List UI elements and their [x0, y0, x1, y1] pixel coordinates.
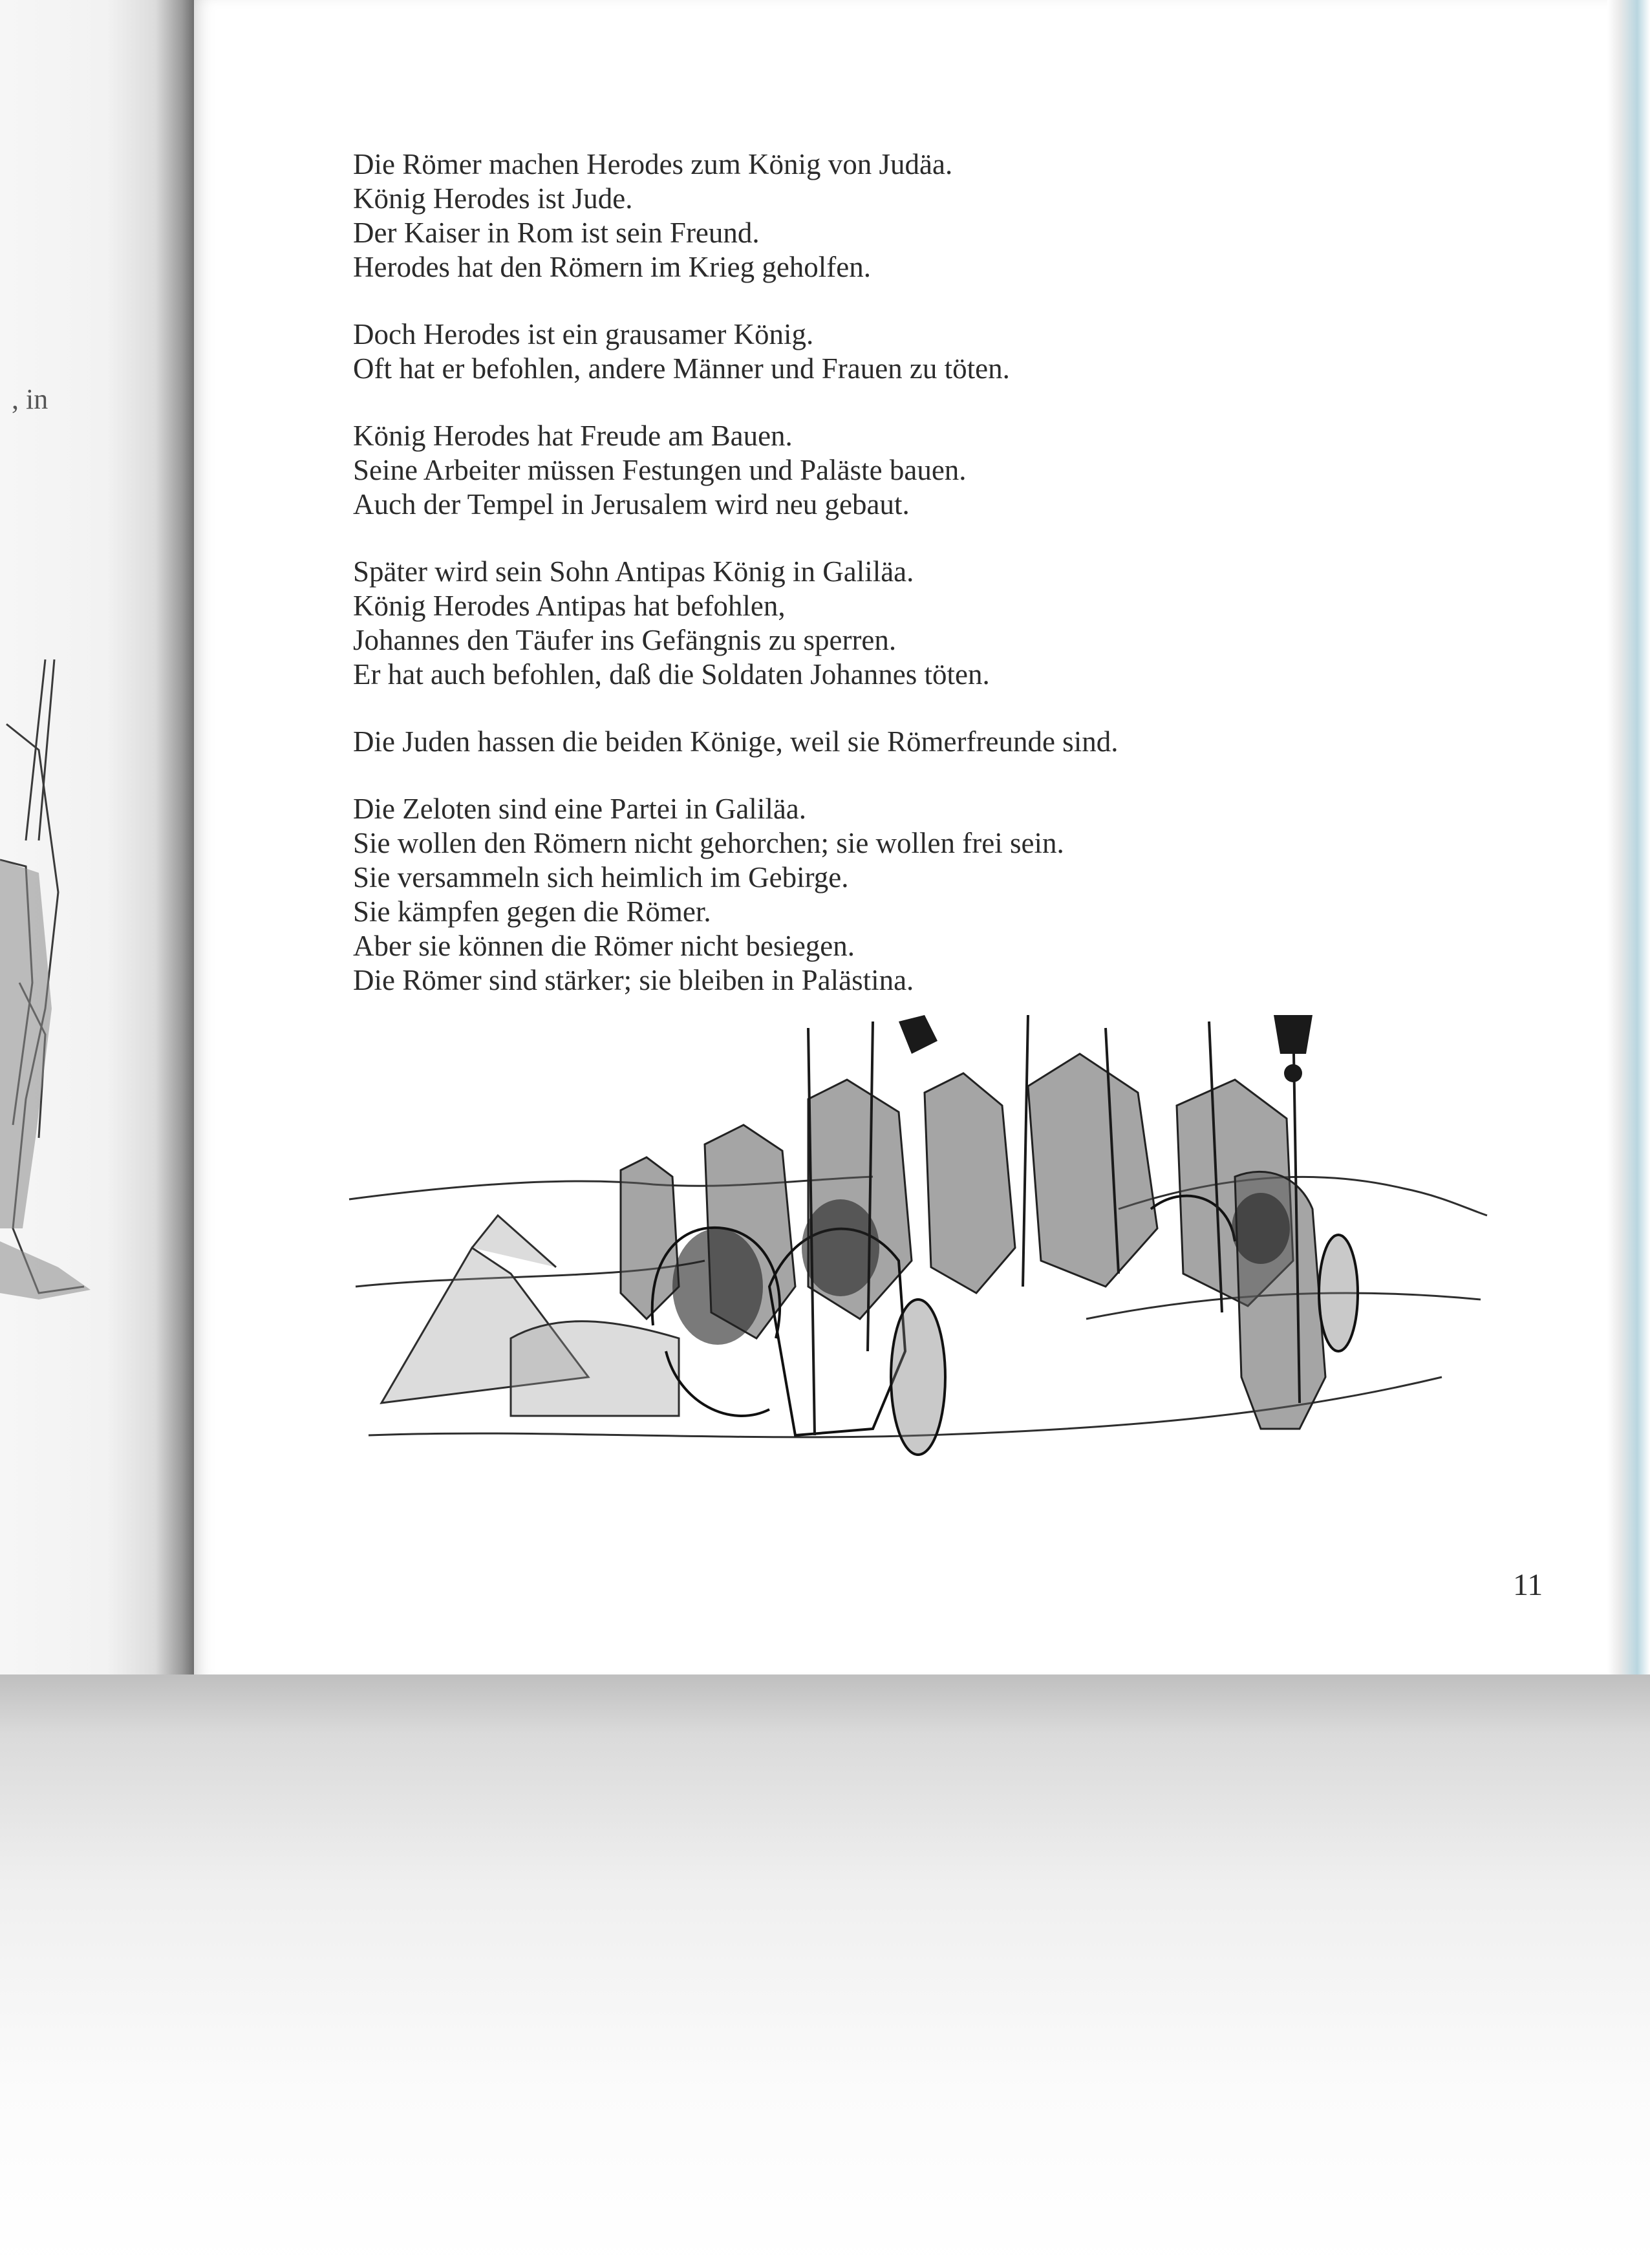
text-line: Seine Arbeiter müssen Festungen und Paläste bauen.	[353, 454, 967, 486]
left-page-illustration-fragment	[0, 647, 103, 1371]
text-line: König Herodes hat Freude am Bauen.	[353, 420, 793, 452]
text-line: Die Zeloten sind eine Partei in Galiläa.	[353, 793, 807, 825]
text-line: Die Römer sind stärker; sie bleiben in Palästina.	[353, 964, 914, 996]
paragraph	[353, 555, 1452, 692]
left-facing-page	[0, 0, 194, 1674]
scanner-background	[0, 1674, 1650, 2268]
paragraph	[353, 419, 1452, 522]
text-line: Oft hat er befohlen, andere Männer und Frauen zu töten.	[353, 352, 1010, 385]
text-line: Der Kaiser in Rom ist sein Freund.	[353, 217, 760, 249]
text-line: König Herodes ist Jude.	[353, 182, 633, 215]
paragraph	[353, 792, 1452, 998]
text-line: Herodes hat den Römern im Krieg geholfen.	[353, 251, 872, 283]
page-number: 11	[1513, 1568, 1543, 1602]
text-line: Er hat auch befohlen, daß die Soldaten Johannes töten.	[353, 658, 990, 690]
text-line: Später wird sein Sohn Antipas König in Galiläa.	[353, 555, 914, 588]
text-line: Sie kämpfen gegen die Römer.	[353, 895, 711, 928]
text-line: Die Römer machen Herodes zum König von Judäa.	[353, 148, 953, 180]
text-line: König Herodes Antipas hat befohlen,	[353, 590, 786, 622]
paragraph	[353, 725, 1452, 759]
text-line: Auch der Tempel in Jerusalem wird neu gebaut.	[353, 488, 910, 520]
page-edge	[1607, 0, 1650, 1681]
text-line: Aber sie können die Römer nicht besiegen.	[353, 930, 855, 962]
body-text	[353, 147, 1452, 1031]
text-line: Sie versammeln sich heimlich im Gebirge.	[353, 861, 849, 893]
text-line: Sie wollen den Römern nicht gehorchen; sie wollen frei sein.	[353, 827, 1064, 859]
left-page-text-fragment: , in	[12, 383, 48, 415]
paragraph	[353, 317, 1452, 386]
text-line: Doch Herodes ist ein grausamer König.	[353, 318, 814, 350]
roman-soldiers-march-illustration	[343, 1015, 1494, 1468]
text-line: Die Juden hassen die beiden Könige, weil sie Römerfreunde sind.	[353, 725, 1119, 758]
paragraph	[353, 147, 1452, 284]
text-line: Johannes den Täufer ins Gefängnis zu sperren.	[353, 624, 897, 656]
